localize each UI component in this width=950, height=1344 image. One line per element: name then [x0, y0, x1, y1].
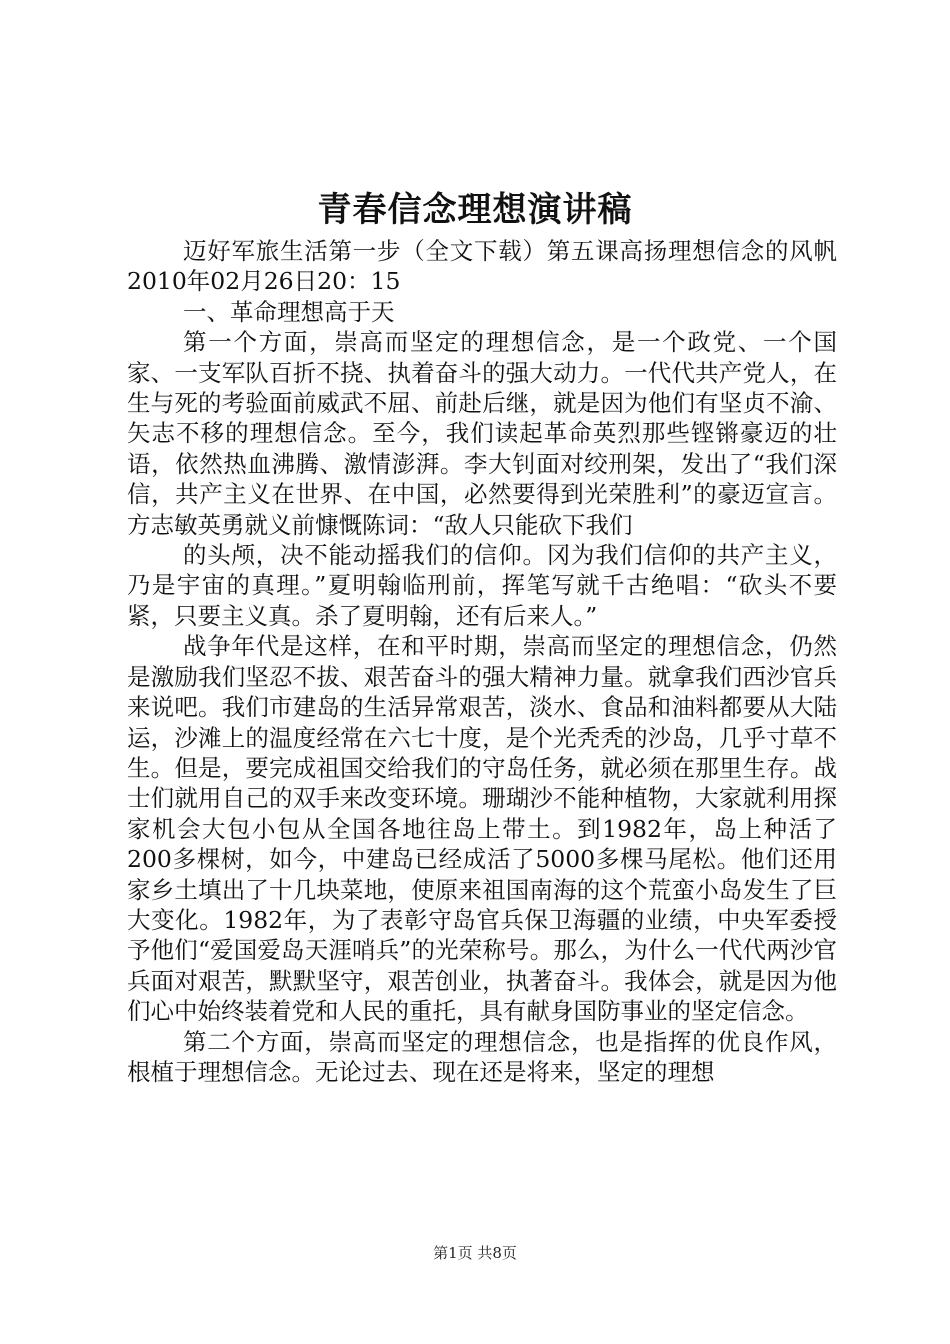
document-title: 青春信念理想演讲稿 — [317, 190, 633, 230]
paragraph-second-aspect: 第二个方面，崇高而坚定的理想信念，也是指挥的优良作风，根植于理想信念。无论过去、现在还是将来，坚定的理想 — [127, 1027, 837, 1086]
paragraph-quote-continuation: 的头颅，决不能动摇我们的信仰。冈为我们信仰的共产主义，乃是宇宙的真理。”夏明翰临刑前，挥笔写就千古绝唱：“砍头不要紧，只要主义真。杀了夏明翰，还有后来人。” — [127, 541, 837, 630]
paragraph-intro: 迈好军旅生活第一步（全文下载）第五课高扬理想信念的风帆2010年02月26日20：15 — [127, 237, 837, 296]
paragraph-first-aspect: 第一个方面，崇高而坚定的理想信念，是一个政党、一个国家、一支军队百折不挠、执着奋斗的强大动力。一代代共产党人，在生与死的考验面前威武不屈、前赴后继，就是因为他们有坚贞不渝、矢志不移的理想信念。至今，我们读起革命英烈那些铿锵豪迈的壮语，依然热血沸腾、激情澎湃。李大钊面对绞刑架，发出了“我们深信，共产主义在世界、在中国，必然要得到光荣胜利”的豪迈宣言。方志敏英勇就义前慷慨陈词：“敌人只能砍下我们 — [127, 328, 837, 539]
page-number-footer: 第1页 共8页 — [433, 1244, 517, 1262]
paragraph-peacetime: 战争年代是这样，在和平时期，崇高而坚定的理想信念，仍然是激励我们坚忍不拔、艰苦奋斗的强大精神力量。就拿我们西沙官兵来说吧。我们市建岛的生活异常艰苦，淡水、食品和油料都要从大陆运，沙滩上的温度经常在六七十度，是个光秃秃的沙岛，几乎寸草不生。但是，要完成祖国交给我们的守岛任务，就必须在那里生存。战士们就用自己的双手来改变环境。珊瑚沙不能种植物，大家就利用探家机会大包小包从全国各地往岛上带土。到1982年，岛上种活了200多棵树，如今，中建岛已经成活了5000多棵马尾松。他们还用家乡土填出了十几块菜地，使原来祖国南海的这个荒蛮小岛发生了巨大变化。1982年，为了表彰守岛官兵保卫海疆的业绩，中央军委授予他们“爱国爱岛天涯哨兵”的光荣称号。那么，为什么一代代两沙官兵面对艰苦，默默坚守，艰苦创业，执著奋斗。我体会，就是因为他们心中始终装着党和人民的重托，具有献身国防事业的坚定信念。 — [127, 632, 837, 1026]
document-body — [127, 236, 837, 1087]
section-heading: 一、革命理想高于天 — [183, 297, 395, 326]
